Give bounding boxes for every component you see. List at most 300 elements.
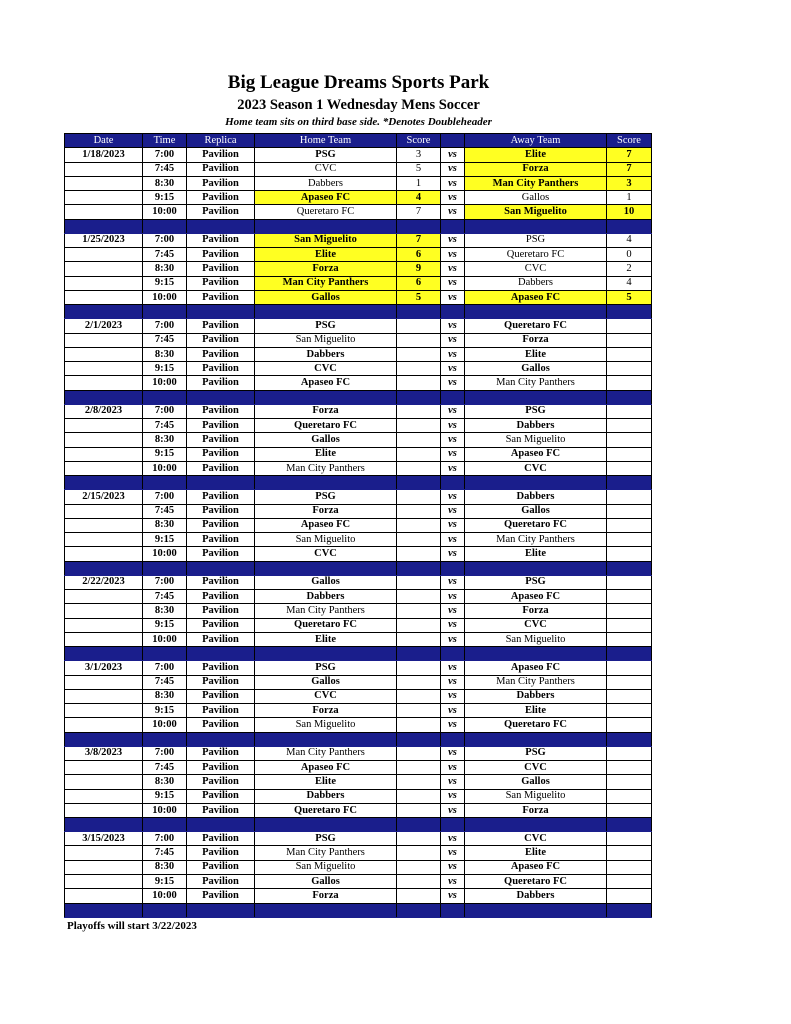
game-row <box>65 248 652 262</box>
vs-label: vs <box>441 262 465 276</box>
game-date <box>65 176 143 190</box>
game-row <box>65 632 652 646</box>
away-team: San Miguelito <box>465 433 607 447</box>
home-team: Apaseo FC <box>255 518 397 532</box>
away-score <box>607 832 652 846</box>
away-team: Man City Panthers <box>465 376 607 390</box>
game-date: 3/8/2023 <box>65 746 143 760</box>
game-date <box>65 205 143 219</box>
game-row <box>65 832 652 846</box>
home-team: Elite <box>255 447 397 461</box>
game-date <box>65 347 143 361</box>
separator-cell <box>255 732 397 746</box>
game-field: Pavilion <box>187 760 255 774</box>
column-header-time: Time <box>143 134 187 148</box>
game-row <box>65 518 652 532</box>
away-score <box>607 347 652 361</box>
column-header-vs <box>441 134 465 148</box>
game-date: 2/22/2023 <box>65 575 143 589</box>
game-time: 7:45 <box>143 248 187 262</box>
week-separator <box>65 647 652 661</box>
home-score <box>397 746 441 760</box>
column-header-home-score: Score <box>397 134 441 148</box>
home-team: Gallos <box>255 290 397 304</box>
home-score <box>397 404 441 418</box>
home-score <box>397 490 441 504</box>
home-score: 6 <box>397 276 441 290</box>
table-header-row <box>65 134 652 148</box>
separator-cell <box>255 305 397 319</box>
away-score <box>607 860 652 874</box>
away-score <box>607 533 652 547</box>
game-time: 7:45 <box>143 504 187 518</box>
game-field: Pavilion <box>187 846 255 860</box>
game-date <box>65 604 143 618</box>
away-team: Apaseo FC <box>465 860 607 874</box>
separator-cell <box>65 561 143 575</box>
separator-cell <box>65 903 143 917</box>
game-date <box>65 775 143 789</box>
separator-cell <box>65 647 143 661</box>
away-score <box>607 775 652 789</box>
separator-cell <box>65 476 143 490</box>
game-time: 8:30 <box>143 775 187 789</box>
game-field: Pavilion <box>187 718 255 732</box>
separator-cell <box>143 390 187 404</box>
home-team: Forza <box>255 704 397 718</box>
vs-label: vs <box>441 290 465 304</box>
separator-cell <box>607 561 652 575</box>
game-field: Pavilion <box>187 889 255 903</box>
home-team: Forza <box>255 889 397 903</box>
game-date <box>65 889 143 903</box>
game-field: Pavilion <box>187 533 255 547</box>
game-row <box>65 447 652 461</box>
home-team: San Miguelito <box>255 333 397 347</box>
game-date <box>65 704 143 718</box>
vs-label: vs <box>441 533 465 547</box>
separator-cell <box>187 732 255 746</box>
away-score <box>607 875 652 889</box>
home-score <box>397 347 441 361</box>
game-time: 7:45 <box>143 760 187 774</box>
away-score <box>607 604 652 618</box>
away-team: Dabbers <box>465 276 607 290</box>
vs-label: vs <box>441 832 465 846</box>
vs-label: vs <box>441 404 465 418</box>
game-row <box>65 233 652 247</box>
home-team: San Miguelito <box>255 718 397 732</box>
game-field: Pavilion <box>187 704 255 718</box>
away-team: Elite <box>465 704 607 718</box>
home-score <box>397 461 441 475</box>
separator-cell <box>465 305 607 319</box>
away-team: San Miguelito <box>465 205 607 219</box>
game-row <box>65 148 652 162</box>
away-score <box>607 661 652 675</box>
week-separator <box>65 219 652 233</box>
away-score: 4 <box>607 233 652 247</box>
separator-cell <box>607 305 652 319</box>
away-score <box>607 433 652 447</box>
separator-cell <box>441 305 465 319</box>
away-team: CVC <box>465 262 607 276</box>
away-score <box>607 718 652 732</box>
vs-label: vs <box>441 575 465 589</box>
away-score <box>607 789 652 803</box>
home-team: Elite <box>255 632 397 646</box>
game-field: Pavilion <box>187 461 255 475</box>
separator-cell <box>397 476 441 490</box>
schedule-body <box>65 148 652 917</box>
away-team: Queretaro FC <box>465 518 607 532</box>
away-score <box>607 461 652 475</box>
game-row <box>65 376 652 390</box>
away-team: Gallos <box>465 362 607 376</box>
away-team: PSG <box>465 233 607 247</box>
separator-cell <box>187 476 255 490</box>
game-field: Pavilion <box>187 290 255 304</box>
home-team: CVC <box>255 362 397 376</box>
vs-label: vs <box>441 661 465 675</box>
game-date <box>65 290 143 304</box>
game-row <box>65 590 652 604</box>
home-score: 6 <box>397 248 441 262</box>
vs-label: vs <box>441 875 465 889</box>
game-field: Pavilion <box>187 447 255 461</box>
game-row <box>65 347 652 361</box>
separator-cell <box>65 732 143 746</box>
away-team: Gallos <box>465 504 607 518</box>
game-row <box>65 419 652 433</box>
vs-label: vs <box>441 803 465 817</box>
home-team: Gallos <box>255 875 397 889</box>
game-time: 9:15 <box>143 875 187 889</box>
game-time: 9:15 <box>143 191 187 205</box>
home-score: 5 <box>397 290 441 304</box>
separator-cell <box>143 647 187 661</box>
separator-cell <box>143 903 187 917</box>
home-team: Queretaro FC <box>255 618 397 632</box>
game-field: Pavilion <box>187 689 255 703</box>
week-separator <box>65 903 652 917</box>
game-field: Pavilion <box>187 860 255 874</box>
home-score <box>397 661 441 675</box>
home-score <box>397 860 441 874</box>
game-date <box>65 547 143 561</box>
home-score <box>397 875 441 889</box>
separator-cell <box>255 903 397 917</box>
game-time: 7:00 <box>143 233 187 247</box>
away-score <box>607 504 652 518</box>
vs-label: vs <box>441 846 465 860</box>
home-team: Dabbers <box>255 347 397 361</box>
away-score <box>607 632 652 646</box>
game-date <box>65 803 143 817</box>
home-score <box>397 419 441 433</box>
home-score <box>397 718 441 732</box>
separator-cell <box>187 903 255 917</box>
away-team: Dabbers <box>465 490 607 504</box>
home-score <box>397 618 441 632</box>
home-team: Apaseo FC <box>255 376 397 390</box>
game-field: Pavilion <box>187 746 255 760</box>
separator-cell <box>607 903 652 917</box>
game-time: 7:45 <box>143 333 187 347</box>
home-score <box>397 604 441 618</box>
away-team: Man City Panthers <box>465 176 607 190</box>
game-row <box>65 803 652 817</box>
game-row <box>65 533 652 547</box>
home-team: Forza <box>255 404 397 418</box>
separator-cell <box>397 903 441 917</box>
game-time: 7:00 <box>143 661 187 675</box>
game-date <box>65 860 143 874</box>
column-header-date: Date <box>65 134 143 148</box>
game-row <box>65 618 652 632</box>
game-field: Pavilion <box>187 789 255 803</box>
game-time: 10:00 <box>143 632 187 646</box>
game-date <box>65 461 143 475</box>
away-team: PSG <box>465 575 607 589</box>
game-row <box>65 689 652 703</box>
page-title: Big League Dreams Sports Park <box>227 72 490 93</box>
away-team: CVC <box>465 832 607 846</box>
week-separator <box>65 818 652 832</box>
separator-cell <box>143 476 187 490</box>
separator-cell <box>441 476 465 490</box>
separator-cell <box>143 305 187 319</box>
game-time: 8:30 <box>143 689 187 703</box>
separator-cell <box>465 818 607 832</box>
game-row <box>65 262 652 276</box>
vs-label: vs <box>441 319 465 333</box>
away-team: Queretaro FC <box>465 248 607 262</box>
game-row <box>65 846 652 860</box>
away-team: Gallos <box>465 191 607 205</box>
game-date <box>65 718 143 732</box>
home-team: Queretaro FC <box>255 803 397 817</box>
away-team: Man City Panthers <box>465 675 607 689</box>
game-field: Pavilion <box>187 575 255 589</box>
game-date: 2/15/2023 <box>65 490 143 504</box>
separator-cell <box>255 561 397 575</box>
vs-label: vs <box>441 504 465 518</box>
game-date <box>65 376 143 390</box>
game-date: 2/8/2023 <box>65 404 143 418</box>
game-row <box>65 775 652 789</box>
separator-cell <box>607 219 652 233</box>
game-time: 7:45 <box>143 675 187 689</box>
week-separator <box>65 476 652 490</box>
vs-label: vs <box>441 689 465 703</box>
week-separator <box>65 732 652 746</box>
game-field: Pavilion <box>187 518 255 532</box>
game-time: 8:30 <box>143 518 187 532</box>
away-team: Queretaro FC <box>465 875 607 889</box>
game-time: 10:00 <box>143 547 187 561</box>
away-score <box>607 547 652 561</box>
game-row <box>65 404 652 418</box>
game-field: Pavilion <box>187 632 255 646</box>
game-field: Pavilion <box>187 504 255 518</box>
separator-cell <box>255 476 397 490</box>
away-score: 3 <box>607 176 652 190</box>
home-score: 1 <box>397 176 441 190</box>
vs-label: vs <box>441 775 465 789</box>
game-time: 10:00 <box>143 461 187 475</box>
separator-cell <box>255 390 397 404</box>
game-field: Pavilion <box>187 604 255 618</box>
separator-cell <box>607 390 652 404</box>
separator-cell <box>65 219 143 233</box>
home-score <box>397 704 441 718</box>
home-team: Apaseo FC <box>255 760 397 774</box>
game-date <box>65 689 143 703</box>
vs-label: vs <box>441 860 465 874</box>
game-date: 1/18/2023 <box>65 148 143 162</box>
home-score <box>397 447 441 461</box>
game-field: Pavilion <box>187 775 255 789</box>
game-row <box>65 718 652 732</box>
home-score <box>397 632 441 646</box>
game-field: Pavilion <box>187 347 255 361</box>
vs-label: vs <box>441 632 465 646</box>
away-score <box>607 618 652 632</box>
separator-cell <box>397 305 441 319</box>
vs-label: vs <box>441 276 465 290</box>
home-score <box>397 789 441 803</box>
game-row <box>65 575 652 589</box>
game-time: 8:30 <box>143 262 187 276</box>
separator-cell <box>465 476 607 490</box>
home-score: 4 <box>397 191 441 205</box>
game-field: Pavilion <box>187 675 255 689</box>
game-row <box>65 276 652 290</box>
playoffs-note: Playoffs will start 3/22/2023 <box>67 920 197 932</box>
separator-cell <box>143 561 187 575</box>
away-score <box>607 889 652 903</box>
separator-cell <box>607 647 652 661</box>
vs-label: vs <box>441 376 465 390</box>
away-team: Forza <box>465 162 607 176</box>
game-row <box>65 746 652 760</box>
game-row <box>65 860 652 874</box>
home-team: Apaseo FC <box>255 191 397 205</box>
game-field: Pavilion <box>187 248 255 262</box>
game-time: 8:30 <box>143 860 187 874</box>
away-team: CVC <box>465 461 607 475</box>
game-date <box>65 518 143 532</box>
separator-cell <box>397 818 441 832</box>
home-team: Queretaro FC <box>255 419 397 433</box>
home-score <box>397 533 441 547</box>
game-time: 10:00 <box>143 290 187 304</box>
game-time: 10:00 <box>143 205 187 219</box>
game-time: 10:00 <box>143 803 187 817</box>
separator-cell <box>187 219 255 233</box>
vs-label: vs <box>441 362 465 376</box>
game-field: Pavilion <box>187 875 255 889</box>
home-team: Gallos <box>255 433 397 447</box>
separator-cell <box>441 219 465 233</box>
away-score <box>607 362 652 376</box>
away-team: Apaseo FC <box>465 590 607 604</box>
game-field: Pavilion <box>187 803 255 817</box>
separator-cell <box>465 219 607 233</box>
game-date <box>65 618 143 632</box>
away-score <box>607 760 652 774</box>
vs-label: vs <box>441 889 465 903</box>
game-field: Pavilion <box>187 832 255 846</box>
separator-cell <box>397 219 441 233</box>
game-row <box>65 789 652 803</box>
away-score: 7 <box>607 162 652 176</box>
home-score <box>397 575 441 589</box>
column-header-home-team: Home Team <box>255 134 397 148</box>
home-team: Elite <box>255 248 397 262</box>
separator-cell <box>187 818 255 832</box>
game-row <box>65 490 652 504</box>
away-score <box>607 518 652 532</box>
game-time: 7:00 <box>143 148 187 162</box>
game-date <box>65 675 143 689</box>
game-row <box>65 319 652 333</box>
game-row <box>65 290 652 304</box>
away-score <box>607 447 652 461</box>
game-row <box>65 704 652 718</box>
home-team: CVC <box>255 547 397 561</box>
away-score: 1 <box>607 191 652 205</box>
game-time: 7:45 <box>143 590 187 604</box>
home-score <box>397 846 441 860</box>
vs-label: vs <box>441 191 465 205</box>
away-score <box>607 590 652 604</box>
separator-cell <box>465 903 607 917</box>
separator-cell <box>441 732 465 746</box>
home-score: 7 <box>397 233 441 247</box>
game-row <box>65 547 652 561</box>
away-team: CVC <box>465 618 607 632</box>
game-row <box>65 333 652 347</box>
week-separator <box>65 561 652 575</box>
game-field: Pavilion <box>187 404 255 418</box>
separator-cell <box>255 219 397 233</box>
game-date <box>65 162 143 176</box>
away-score: 10 <box>607 205 652 219</box>
vs-label: vs <box>441 746 465 760</box>
separator-cell <box>465 647 607 661</box>
home-score <box>397 504 441 518</box>
game-date <box>65 789 143 803</box>
game-time: 7:00 <box>143 404 187 418</box>
game-date <box>65 632 143 646</box>
vs-label: vs <box>441 604 465 618</box>
separator-cell <box>441 818 465 832</box>
home-team: San Miguelito <box>255 233 397 247</box>
away-score <box>607 419 652 433</box>
game-time: 7:00 <box>143 490 187 504</box>
game-field: Pavilion <box>187 590 255 604</box>
home-team: Dabbers <box>255 789 397 803</box>
game-row <box>65 162 652 176</box>
separator-cell <box>65 818 143 832</box>
home-team: Forza <box>255 262 397 276</box>
vs-label: vs <box>441 419 465 433</box>
game-date <box>65 419 143 433</box>
game-date <box>65 333 143 347</box>
home-team: Man City Panthers <box>255 846 397 860</box>
